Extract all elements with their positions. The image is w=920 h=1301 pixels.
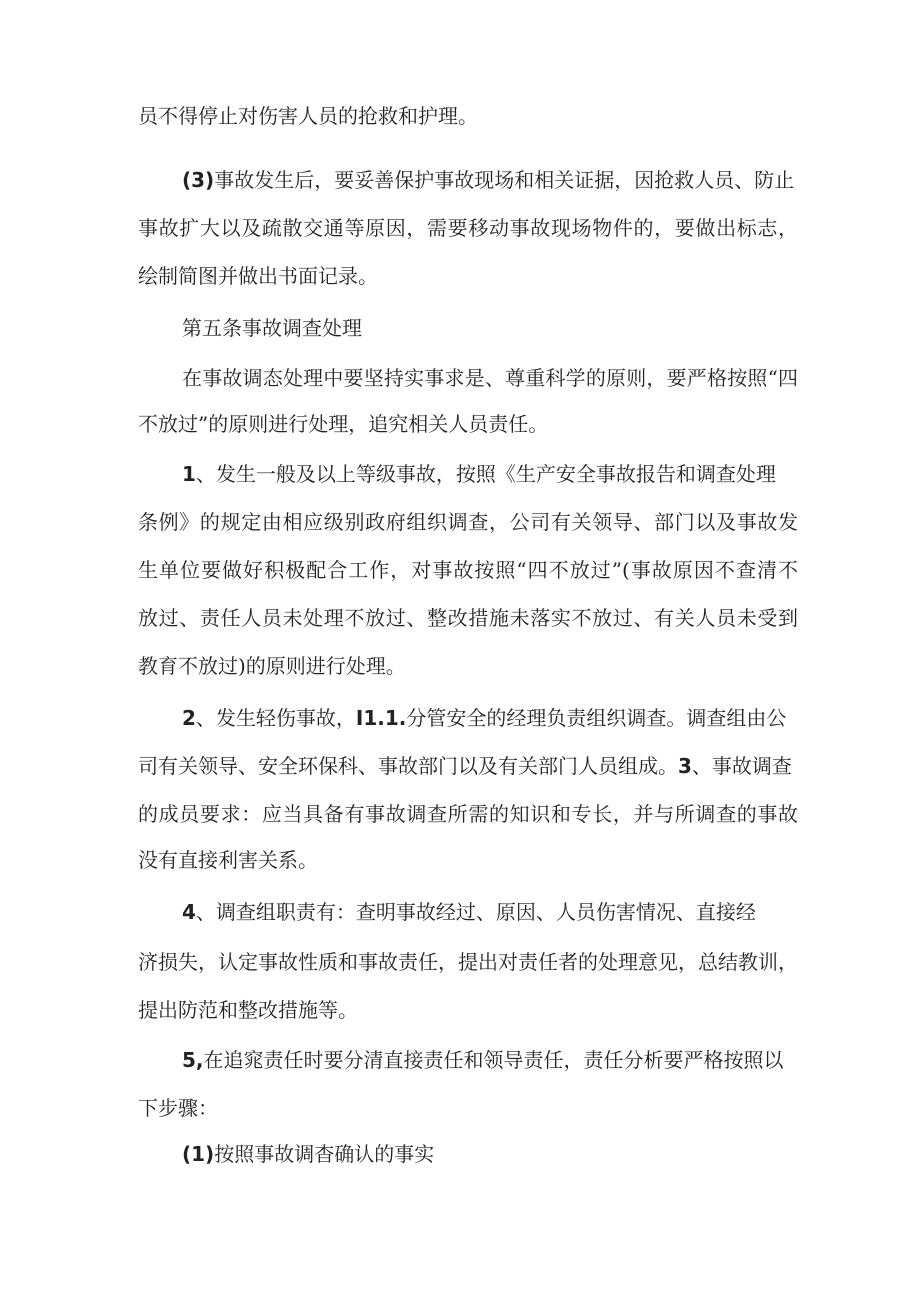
list-number: 5, — [182, 1048, 204, 1072]
paragraph-line — [138, 506, 798, 538]
paragraph-line — [138, 1092, 218, 1124]
text-run: 在事故调态处理中要坚持实事求是、尊重科学的原则，要严格按照“四 — [182, 366, 798, 390]
list-number: 2 — [182, 706, 196, 730]
text-run: 、调查组职责有：查明事故经过、原因、人员伤害情况、直接经 — [195, 900, 756, 924]
paragraph-line — [138, 260, 378, 292]
text-run: 按照事故调杳确认的事实 — [214, 1142, 435, 1166]
text-run: 下步骤： — [138, 1096, 218, 1120]
paragraph-line — [138, 554, 798, 586]
text-run: 绘制简图并做出书面记录。 — [138, 264, 378, 288]
text-run: 教育不放过)的原则进行处理。 — [138, 654, 406, 678]
text-run: 生单位要做好积极配合工作，对事故按照“四不放过”(事故原因不查清不 — [138, 558, 798, 582]
paragraph-line — [182, 896, 756, 928]
text-run: 济损失，认定事故性质和事故责任，提出对责任者的处理意见，总结教训， — [138, 950, 798, 974]
text-run: 、事故调查 — [691, 754, 792, 778]
paragraph-line — [182, 1138, 434, 1170]
list-number: (1) — [182, 1142, 215, 1166]
paragraph-line — [138, 798, 798, 830]
list-number: 3 — [678, 754, 692, 778]
paragraph-line — [138, 946, 798, 978]
text-run: 没有直接利害关系。 — [138, 848, 318, 872]
text-run: 在追窕责任时要分清直接责任和领导责任，责任分析要严格按照以 — [203, 1048, 784, 1072]
text-run: 、发生轻伤事故， — [195, 706, 356, 730]
text-run: 司有关领导、安全环保科、事故部门以及有关部门人员组成。 — [138, 754, 678, 778]
paragraph-line — [138, 994, 358, 1026]
paragraph-line — [182, 458, 776, 490]
paragraph-line — [182, 702, 786, 734]
paragraph-line — [138, 100, 478, 132]
section-heading — [182, 312, 362, 344]
paragraph-line — [182, 1044, 784, 1076]
paragraph-line — [138, 844, 318, 876]
text-run: 、发生一般及以上等级事故，按照《生产安全事故报告和调查处理 — [195, 462, 776, 486]
paragraph-line — [138, 408, 548, 440]
paragraph-line — [138, 602, 798, 634]
text-run: 员不得停止对伤害人员的抢救和护理。 — [138, 104, 478, 128]
text-run: 事故扩大以及疏散交通等原因，需要移动事故现场物件的，要做出标志， — [138, 216, 798, 240]
paragraph-line — [138, 750, 792, 782]
text-run: 提出防范和整改措施等。 — [138, 998, 358, 1022]
text-run: 条例》的规定由相应级别政府组织调查，公司有关领导、部门以及事故发 — [138, 510, 798, 534]
text-run: 事故发生后，要妥善保护事故现场和相关证据，因抢救人员、防止 — [214, 168, 795, 192]
paragraph-line — [182, 164, 794, 196]
heading-text: 第五条事故调查处理 — [182, 316, 362, 340]
paragraph-line — [182, 362, 798, 394]
list-number: 4 — [182, 900, 196, 924]
text-run: 分管安全的经理负责组织调查。调查组由公 — [406, 706, 787, 730]
text-run: 放过、责任人员未处理不放过、整改措施未落实不放过、有关人员未受到 — [138, 606, 798, 630]
text-run: 的成员要求：应当具备有事故调查所需的知识和专长，并与所调查的事故 — [138, 802, 798, 826]
text-run: 不放过”的原则进行处理，追究相关人员责任。 — [138, 412, 549, 436]
paragraph-line — [138, 650, 406, 682]
list-number: (3) — [182, 168, 215, 192]
list-number: 1 — [182, 462, 196, 486]
list-number: I1.1. — [355, 706, 407, 730]
paragraph-line — [138, 212, 798, 244]
